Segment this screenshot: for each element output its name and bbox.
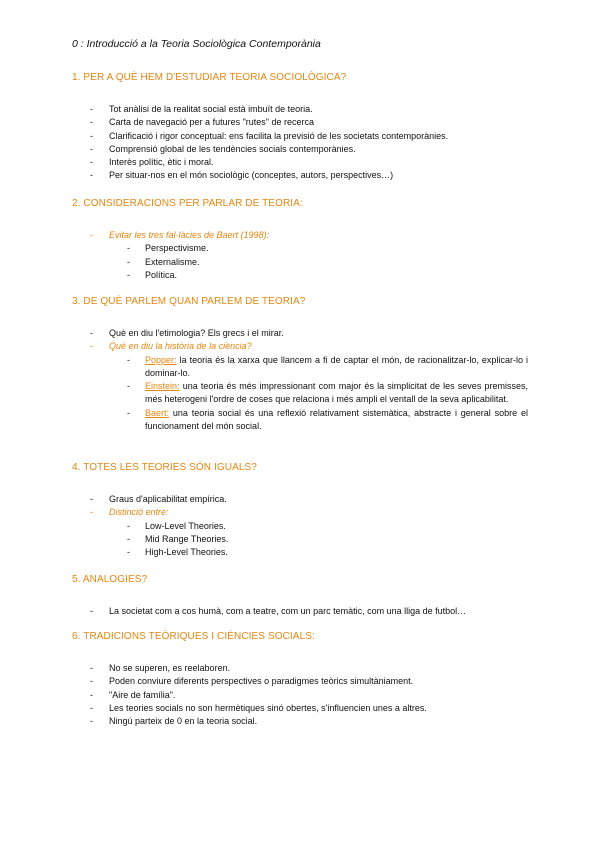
sub-list-item: - Política. [127, 269, 178, 280]
list-item: - "Aire de família". [90, 689, 176, 700]
list-item: - Ningú parteix de 0 en la teoria social. [90, 716, 258, 727]
bullet-list [72, 327, 528, 354]
sub-list-item: - Low-Level Theories. [127, 520, 226, 531]
list-item: - Graus d'aplicabilitat empírica. [90, 494, 227, 504]
list-item-lead: - Evitar les tres fal·làcies de Baert (1998): [90, 230, 270, 240]
sub-list [72, 520, 528, 560]
list-item: - Tot anàlisi de la realitat social està imbuït de teoria. [90, 104, 313, 114]
list-item: - La societat com a cos humà, com a teatre, com un parc temàtic, com una lliga de futbol… [90, 606, 467, 616]
sub-list [72, 242, 528, 282]
sub-list-item: - Mid Range Theories. [127, 533, 229, 544]
author-definition: - Baert: una teoria social és una reflexió relativament sistemàtica, abstracte i general sobre el funcionament del món social. [127, 407, 528, 432]
author-definition: - Popper: la teoria és la xarxa que llancem a fi de captar el món, de racionalitzar-lo, explicar-lo i dominar-lo. [127, 354, 528, 378]
author-link-einstein[interactable]: Einstein: [145, 381, 180, 392]
bullet-list [72, 229, 528, 242]
bullet-list [72, 662, 528, 728]
sub-list-item: - Externalisme. [127, 256, 200, 267]
list-item: - Per situar-nos en el món sociològic (conceptes, autors, perspectives…) [90, 170, 394, 181]
section-4 [72, 462, 528, 559]
section-heading: 5. ANALOGIES? [72, 574, 148, 585]
section-5 [72, 574, 528, 618]
list-item: - Què en diu l'etimologia? Els grecs i el mirar. [90, 328, 284, 338]
section-heading: 4. TOTES LES TEORIES SÓN IGUALS? [72, 462, 257, 473]
section-heading: 1. PER A QUÈ HEM D'ESTUDIAR TEORIA SOCIOLÒGICA? [72, 72, 347, 83]
list-item: - Carta de navegació per a futures "rutes" de recerca [90, 117, 315, 128]
bullet-list [72, 493, 528, 520]
section-heading: 2. CONSIDERACIONS PER PARLAR DE TEORIA: [72, 198, 303, 209]
list-item: - Les teories socials no son hermètiques sinó obertes, s'influencien unes a altres. [90, 702, 427, 713]
list-item: - No se superen, es reelaboren. [90, 663, 231, 673]
document-title: 0 : Introducció a la Teoria Sociològica Contemporània [72, 38, 321, 50]
bullet-list [72, 605, 528, 618]
list-item: - Interès polític, ètic i moral. [90, 157, 214, 168]
list-item-lead: - Distinció entre: [90, 507, 169, 518]
author-link-baert[interactable]: Baert: [145, 407, 170, 418]
section-3 [72, 296, 528, 433]
sub-list-item: - Perspectivisme. [127, 243, 209, 254]
author-link-popper[interactable]: Popper: [145, 354, 177, 365]
section-6 [72, 631, 528, 728]
bullet-list [72, 103, 528, 183]
section-1 [72, 72, 528, 183]
section-heading: 3. DE QUÈ PARLEM QUAN PARLEM DE TEORIA? [72, 296, 306, 307]
section-heading: 6. TRADICIONS TEÒRIQUES I CIÈNCIES SOCIALS: [72, 631, 315, 642]
list-item: - Comprensió global de les tendències socials contemporànies. [90, 143, 356, 154]
sub-list [72, 354, 528, 434]
author-definition: - Einstein: una teoria és més impressionant com major és la simplicitat de les seves premisses, més heterogeni l'ordre de coses que relaciona i més ampli el ventall de la seva aplicabilitat. [127, 381, 528, 405]
sub-list-item: - High-Level Theories. [127, 547, 228, 558]
list-item: - Clarificació i rigor conceptual: ens facilita la previsió de les societats contemporànies. [90, 130, 449, 141]
list-item-lead: - Què en diu la història de la ciència? [90, 341, 252, 352]
list-item: - Poden conviure diferents perspectives o paradigmes teòrics simultàniament. [90, 676, 414, 687]
section-2 [72, 198, 528, 282]
